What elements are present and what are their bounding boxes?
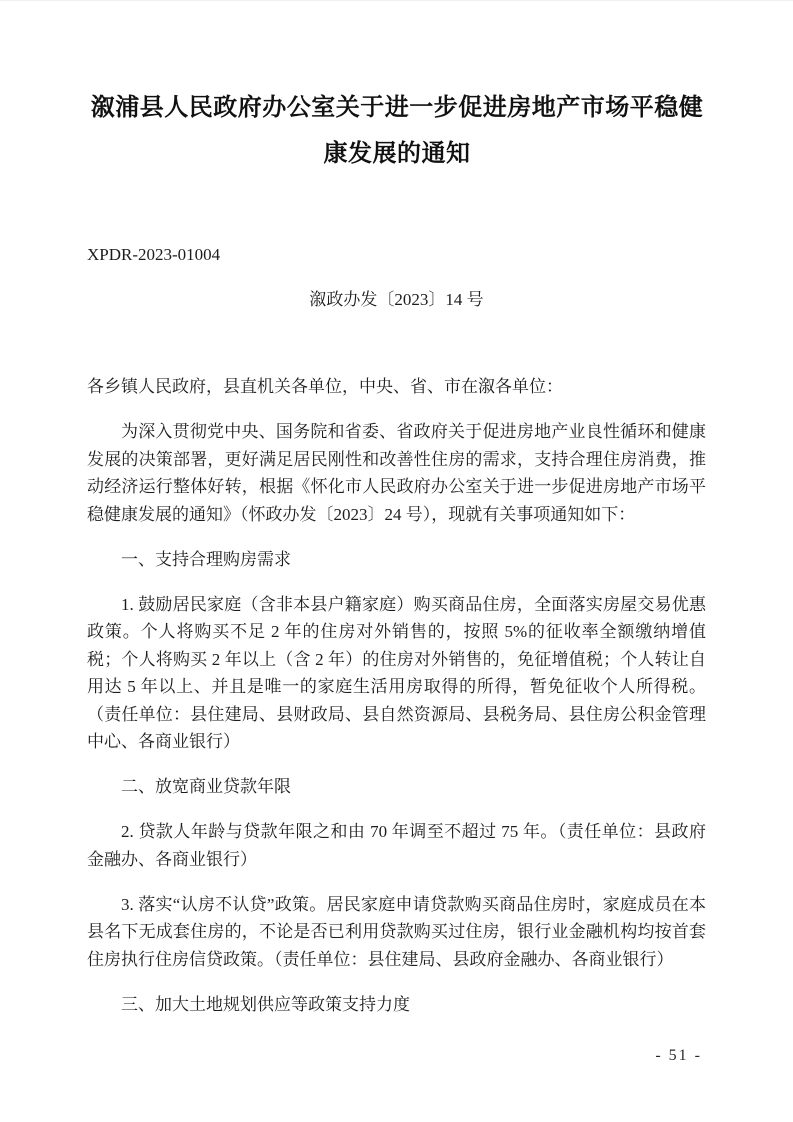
intro-paragraph: 为深入贯彻党中央、国务院和省委、省政府关于促进房地产业良性循环和健康发展的决策部署，更好满足居民刚性和改善性住房的需求，支持合理住房消费，推动经济运行整体好转，根据《怀化市人民政府办公室关于进一步促进房地产市场平稳健康发展的通知》（怀政办发〔2023〕24 号），现就有关事项通知如下： xyxy=(87,422,706,524)
document-content xyxy=(0,1,793,1018)
document-issue-number: 溆政办发〔2023〕14 号 xyxy=(309,289,484,309)
document-code: XPDR-2023-01004 xyxy=(87,245,221,264)
salutation-line: 各乡镇人民政府，县直机关各单位，中央、省、市在溆各单位： xyxy=(87,377,563,396)
document-body xyxy=(87,373,706,1018)
policy-paragraph-1: 1. 鼓励居民家庭（含非本县户籍家庭）购买商品住房，全面落实房屋交易优惠政策。个人将购买不足 2 年的住房对外销售的，按照 5%的征收率全额缴纳增值税；个人将购买 2 年以上（含 2 年）的住房对外销售的，免征增值税；个人转让自用达 5 年以上、并且是唯一的家庭生活用房取得的所得，暂免征收个人所得税。（责任单位：县住建局、县财政局、县自然资源局、县税务局、县住房公积金管理中心、各商业银行） xyxy=(87,594,706,751)
policy-paragraph-2: 2. 贷款人年龄与贷款年限之和由 70 年调至不超过 75 年。（责任单位：县政府金融办、各商业银行） xyxy=(87,822,706,869)
section-heading-2: 二、放宽商业贷款年限 xyxy=(121,777,291,796)
page-number: - 51 - xyxy=(655,1047,702,1064)
policy-paragraph-3: 3. 落实“认房不认贷”政策。居民家庭申请贷款购买商品住房时，家庭成员在本县名下无成套住房的，不论是否已利用贷款购买过住房，银行业金融机构均按首套住房执行住房信贷政策。（责任单位：县住建局、县政府金融办、各商业银行） xyxy=(87,894,706,969)
section-heading-3: 三、加大土地规划供应等政策支持力度 xyxy=(121,994,410,1014)
document-title: 溆浦县人民政府办公室关于进一步促进房地产市场平稳健康发展的通知 xyxy=(90,94,704,167)
section-heading-1: 一、支持合理购房需求 xyxy=(121,549,291,569)
